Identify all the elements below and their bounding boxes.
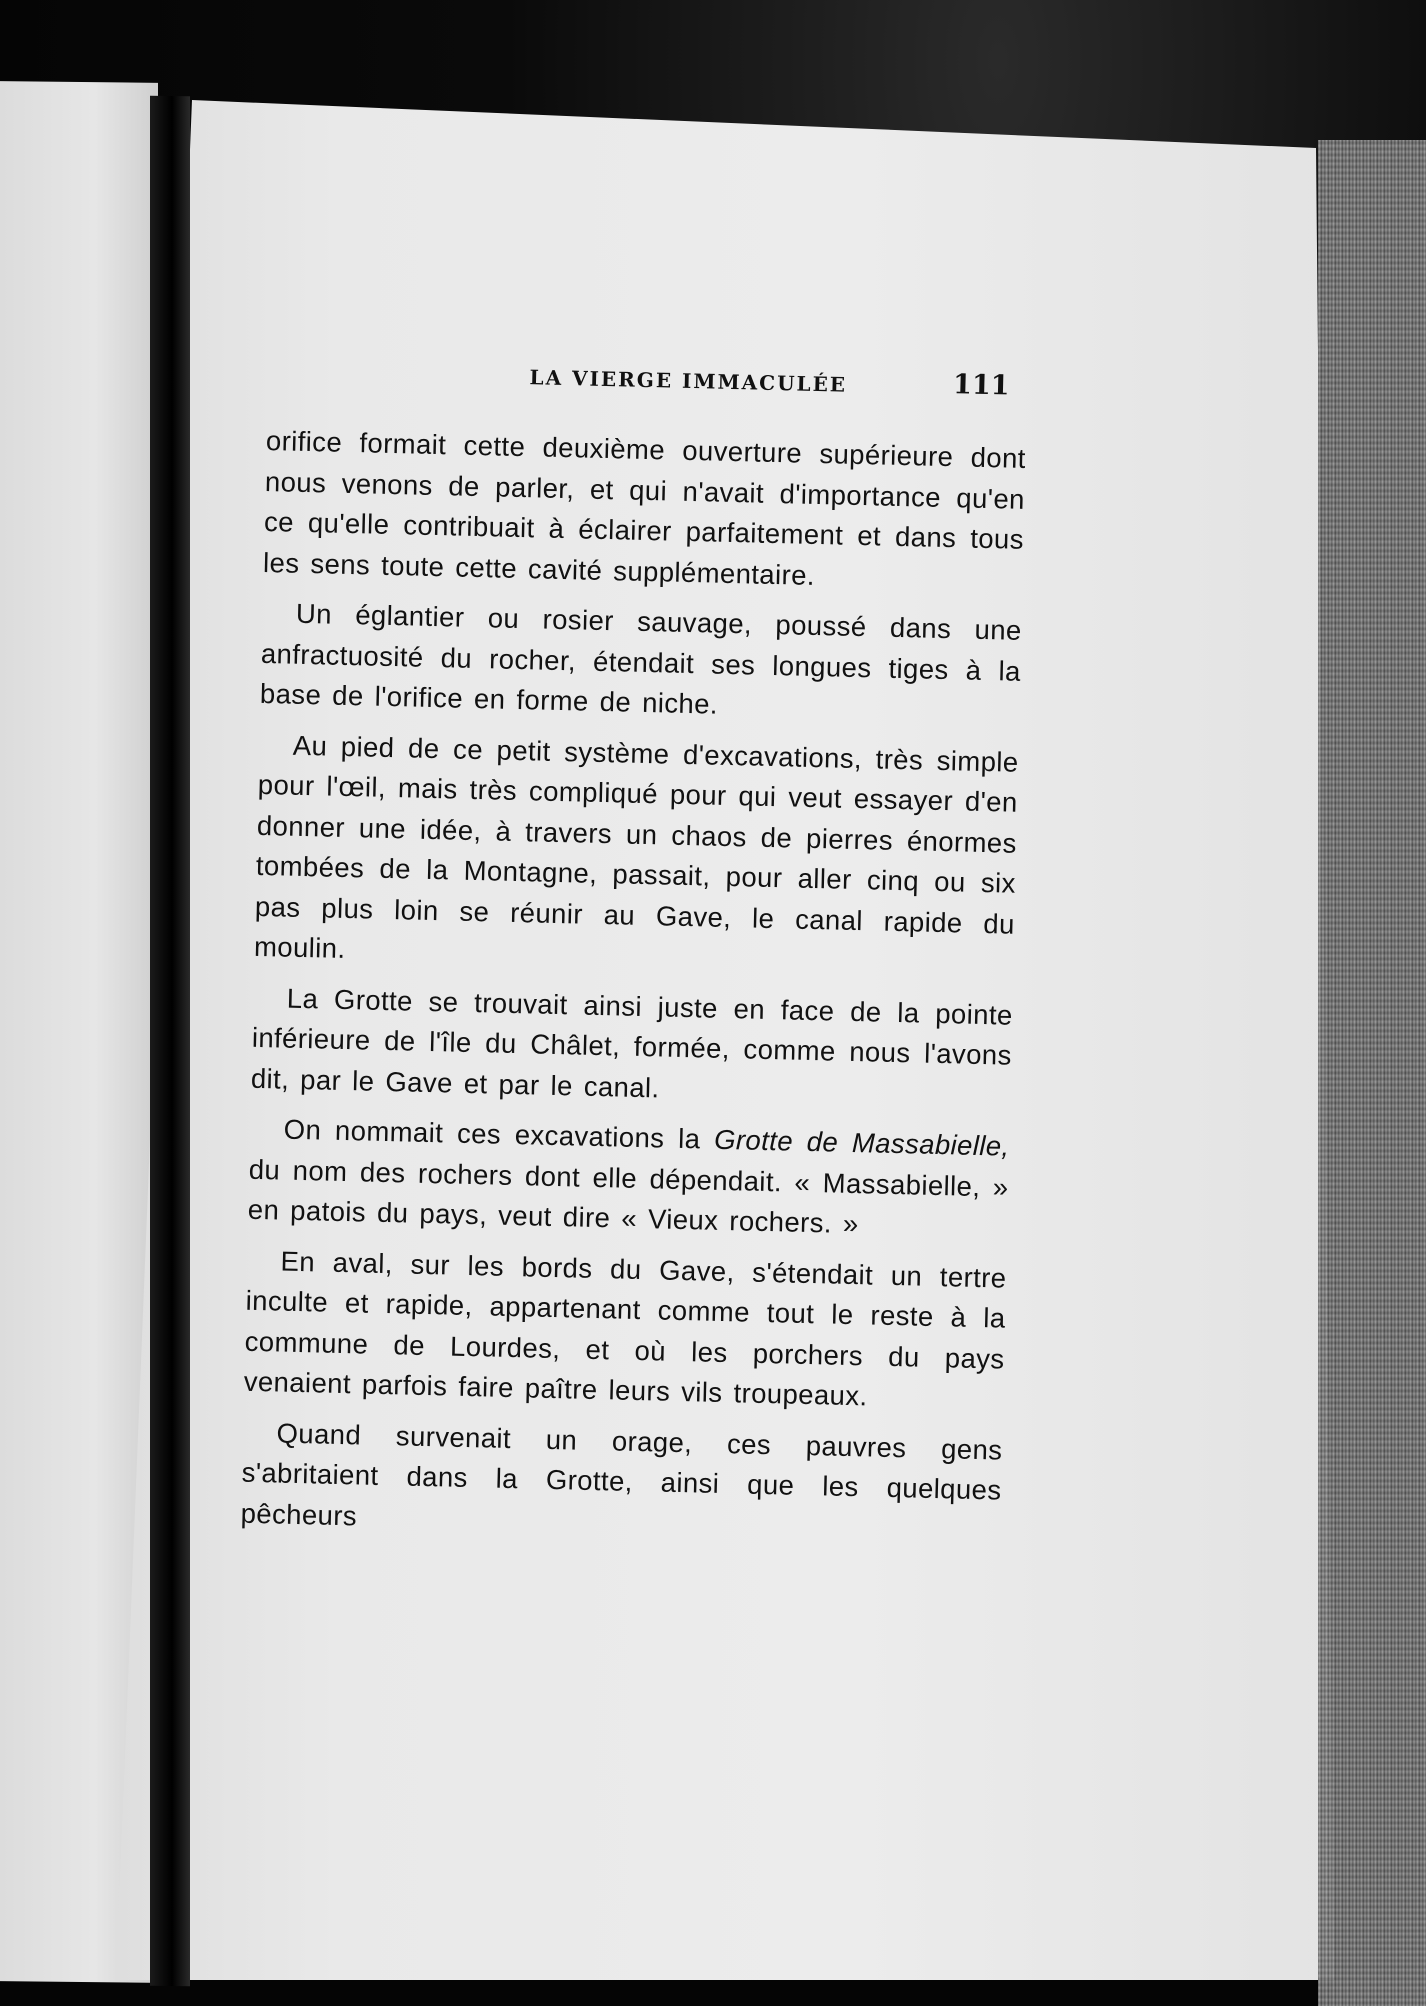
book-gutter xyxy=(150,96,190,1986)
paragraph-5-lead: On nommait ces excavations la xyxy=(283,1113,715,1155)
paragraph-3: Au pied de ce petit système d'excavations, très simple pour l'œil, mais très compliqué pour qui veut essayer d'en donner une idée, à travers un chaos de pierres énormes tombées de la Montagne, passait, pour aller cinq ou six pas plus loin se réunir au Gave, le canal rapide du moulin. xyxy=(253,729,1019,964)
paragraph-5-italic-name: Grotte de Massabielle, xyxy=(713,1123,1010,1162)
paragraph-1: orifice formait cette deuxième ouverture supérieure dont nous venons de parler, et qui n'avait d'importance qu'en ce qu'elle contribuait à éclairer parfaitement et dans tous les sens toute cette cavité supplémentaire. xyxy=(262,424,1027,591)
page-number: 111 xyxy=(952,369,1010,402)
paragraph-4: La Grotte se trouvait ainsi juste en face de la pointe inférieure de l'île du Châlet, formée, comme nous l'avons dit, par le Gave et par le canal. xyxy=(250,982,1014,1103)
page-text-block xyxy=(240,355,1028,1562)
paragraph-5 xyxy=(247,1109,1010,1248)
paragraph-7: Quand survenait un orage, ces pauvres gens s'abritaient dans la Grotte, ainsi que les quelques pêcheurs xyxy=(240,1417,1003,1531)
paragraph-5-rest: du nom des rochers dont elle dépendait. « Massabielle, » en patois du pays, veut dire « Vieux rochers. » xyxy=(247,1153,1009,1240)
paragraph-6: En aval, sur les bords du Gave, s'étendait un tertre inculte et rapide, appartenant comme tout le reste à la commune de Lourdes, et où les porchers du pays venaient parfois faire paître leurs vils troupeaux. xyxy=(243,1245,1007,1412)
paragraph-2: Un églantier ou rosier sauvage, poussé dans une anfractuosité du rocher, étendait ses longues tiges à la base de l'orifice en forme de niche. xyxy=(259,597,1023,720)
page-stack-edges xyxy=(1318,140,1426,2006)
running-head-title: LA VIERGE IMMACULÉE xyxy=(529,365,848,397)
